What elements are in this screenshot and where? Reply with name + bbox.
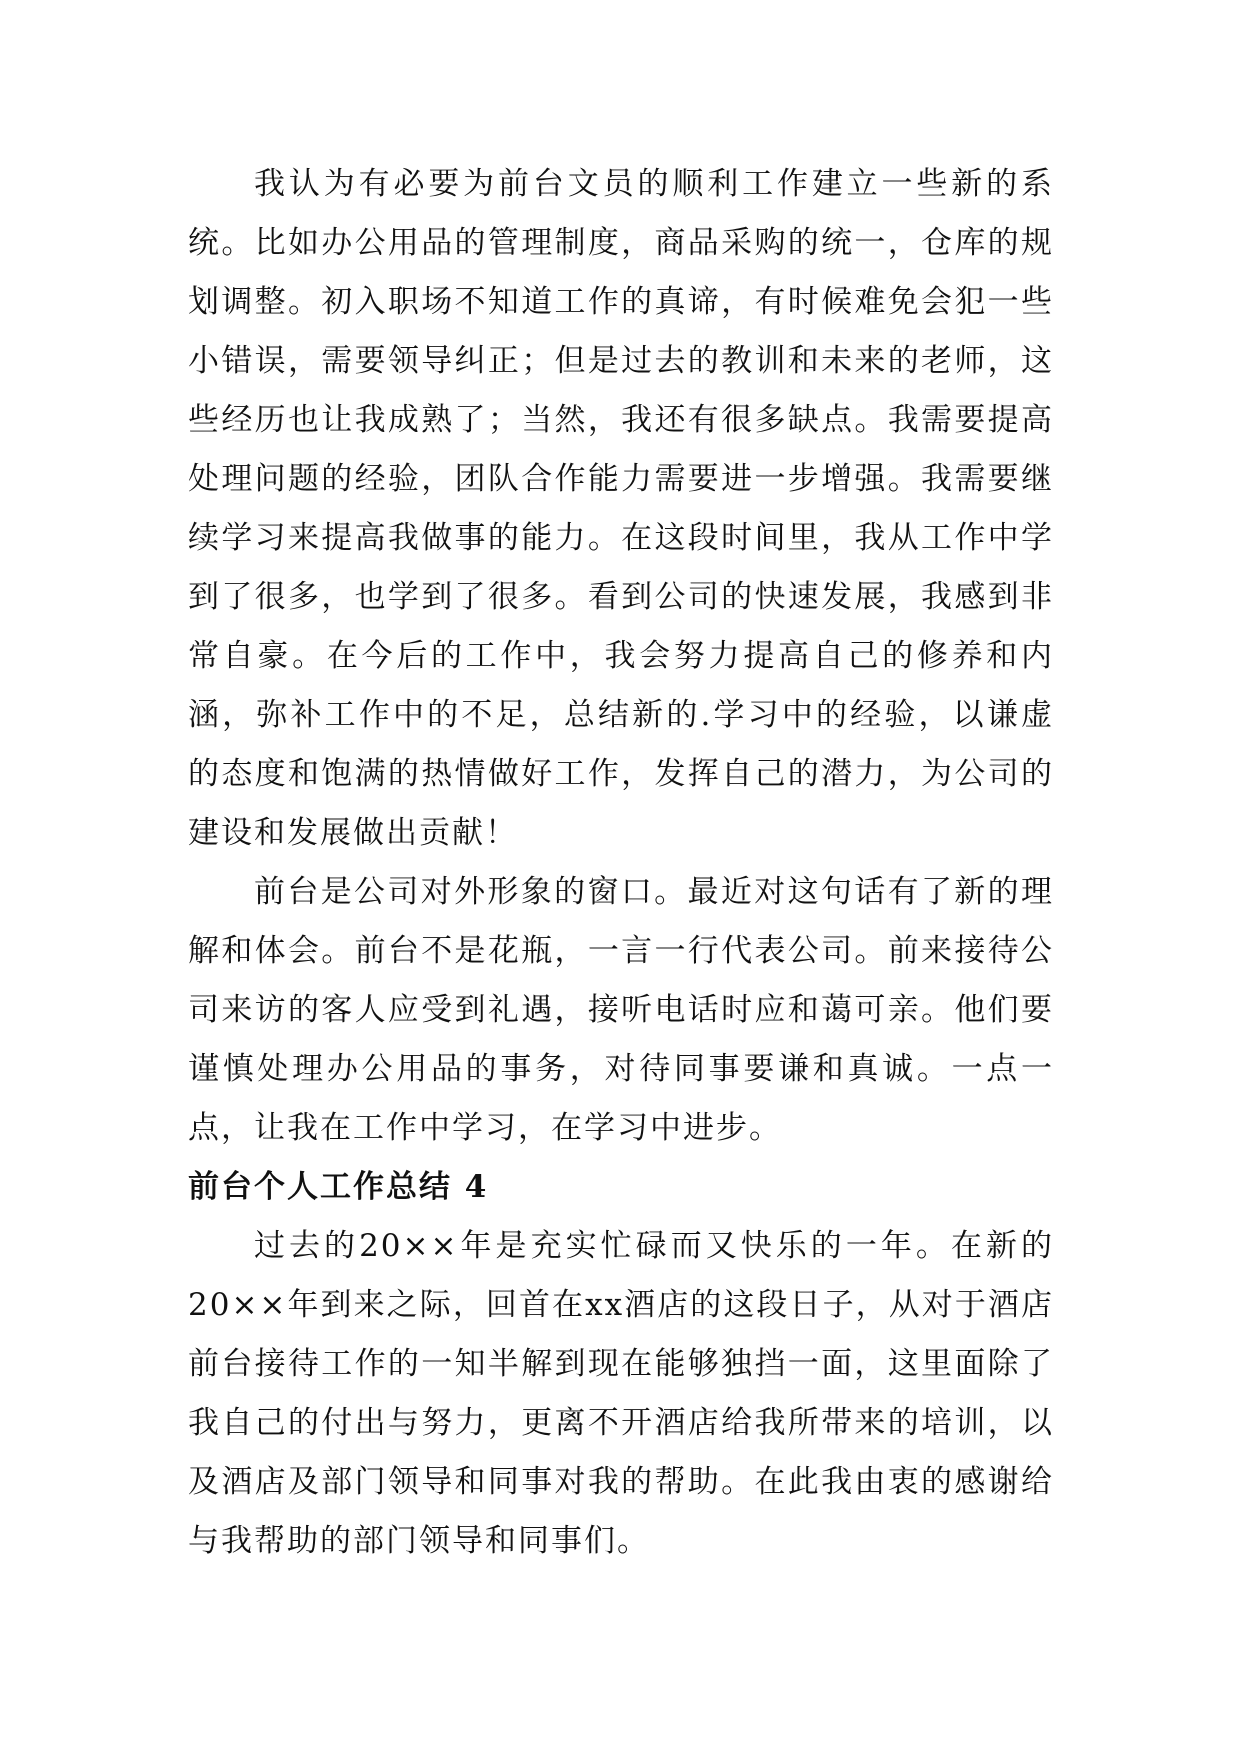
paragraph-2: 前台是公司对外形象的窗口。最近对这句话有了新的理解和体会。前台不是花瓶，一言一行代表公司。前来接待公司来访的客人应受到礼遇，接听电话时应和蔼可亲。他们要谨慎处理办公用品的事务，对待同事要谦和真诚。一点一点，让我在工作中学习，在学习中进步。 [188,874,1054,1146]
paragraph-3: 过去的20××年是充实忙碌而又快乐的一年。在新的20××年到来之际，回首在xx酒店的这段日子，从对于酒店前台接待工作的一知半解到现在能够独挡一面，这里面除了我自己的付出与努力，更离不开酒店给我所带来的培训，以及酒店及部门领导和同事对我的帮助。在此我由衷的感谢给与我帮助的部门领导和同事们。 [188,1228,1054,1559]
section-heading: 前台个人工作总结 4 [188,1169,489,1205]
document-page [188,155,1054,1571]
paragraph-1: 我认为有必要为前台文员的顺利工作建立一些新的系统。比如办公用品的管理制度，商品采购的统一，仓库的规划调整。初入职场不知道工作的真谛，有时候难免会犯一些小错误，需要领导纠正；但是过去的教训和未来的老师，这些经历也让我成熟了；当然，我还有很多缺点。我需要提高处理问题的经验，团队合作能力需要进一步增强。我需要继续学习来提高我做事的能力。在这段时间里，我从工作中学到了很多，也学到了很多。看到公司的快速发展，我感到非常自豪。在今后的工作中，我会努力提高自己的修养和内涵，弥补工作中的不足，总结新的.学习中的经验，以谦虚的态度和饱满的热情做好工作，发挥自己的潜力，为公司的建设和发展做出贡献！ [188,166,1054,851]
